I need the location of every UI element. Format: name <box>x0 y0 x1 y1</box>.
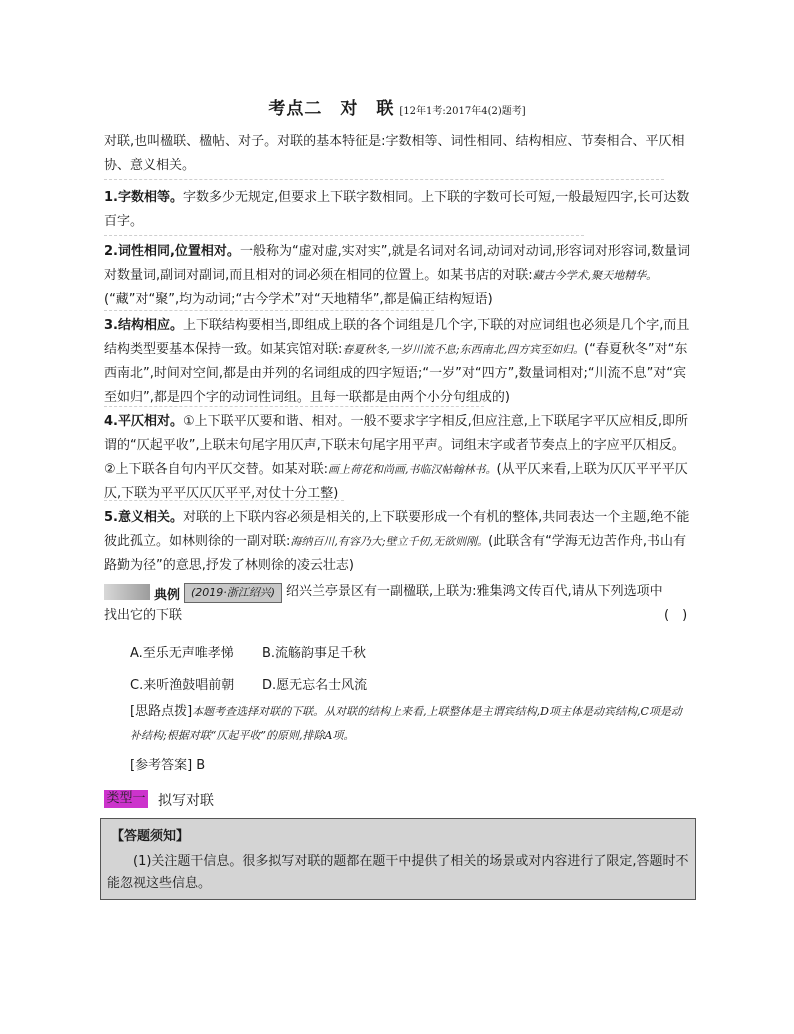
feature-5-tail: (此联含有“学海无边苦作舟,书山有路勤为径”的意思,抒发了林则徐的凌云壮志) <box>104 534 687 573</box>
type-title: 拟写对联 <box>158 793 214 809</box>
example-stem: 绍兴兰亭景区有一副楹联,上联为:雅集鸿文传百代,请从下列选项中找出它的下联 <box>104 584 663 623</box>
tips-heading: 【答题须知】 <box>111 829 190 844</box>
example-source-badge: (2019·浙江绍兴) <box>184 583 282 603</box>
section-title-main: 考点二 对 联 <box>268 99 395 119</box>
feature-4-tail: (从平仄来看,上联为仄仄平平平仄仄,下联为平平仄仄仄平平,对仗十分工整) <box>104 462 688 501</box>
option-a: A.至乐无声唯孝悌 <box>130 646 234 661</box>
feature-2-head: 2.词性相同,位置相对。 <box>104 244 240 259</box>
hint-paragraph <box>130 700 692 748</box>
section-title <box>0 94 794 119</box>
dashed-divider <box>104 406 484 407</box>
feature-4-text: ①上下联平仄要和谐、相对。一般不要求字字相反,但应注意,上下联尾字平仄应相反,即所谓的“仄起平收”,上联末句尾字用仄声,下联末句尾字用平声。词组末字或者节奏点上的字应平仄相反。②上下联各自句内平仄交替。如某对联: <box>104 414 689 477</box>
dashed-divider <box>104 310 434 311</box>
feature-5-example: 海纳百川,有容乃大;壁立千仞,无欲则刚。 <box>290 535 489 548</box>
example-label: 典例 <box>154 588 181 603</box>
feature-2-tail: (“藏”对“聚”,均为动词;“古今学术”对“天地精华”,都是偏正结构短语) <box>104 292 493 307</box>
answer-label: [参考答案] <box>130 758 193 773</box>
type-tag: 类型一 <box>104 790 148 808</box>
tips-text: (1)关注题干信息。很多拟写对联的题都在题干中提供了相关的场景或对内容进行了限定,答题时不能忽视这些信息。 <box>107 854 689 891</box>
feature-5 <box>104 506 692 578</box>
answer-paragraph <box>130 754 718 778</box>
feature-3-head: 3.结构相应。 <box>104 318 183 333</box>
feature-4-head: 4.平仄相对。 <box>104 414 183 429</box>
tips-box <box>100 818 696 900</box>
answer-parentheses: ( ) <box>664 608 688 623</box>
feature-3-text: 上下联结构要相当,即组成上联的各个词组是几个字,下联的对应词组也必须是几个字,而且结构类型要基本保持一致。如某宾馆对联: <box>104 318 690 357</box>
feature-1-head: 1.字数相等。 <box>104 190 183 205</box>
feature-1-text: 字数多少无规定,但要求上下联字数相同。上下联的字数可长可短,一般最短四字,长可达数百字。 <box>104 190 690 229</box>
option-b: B.流觞韵事足千秋 <box>262 646 367 661</box>
feature-4-example: 画上荷花和尚画,书临汉帖翰林书。 <box>328 463 497 476</box>
feature-3-tail: (“春夏秋冬”对“东西南北”,时间对空间,都是由并列的名词组成的四字短语;“一岁”对“四方”,数量词相对;“川流不息”对“宾至如归”,都是四个字的动词性词组。且每一联都是由两个小分句组成的) <box>104 342 688 405</box>
intro-paragraph: 对联,也叫楹联、楹帖、对子。对联的基本特征是:字数相等、词性相同、结构相应、节奏相合、平仄相协、意义相关。 <box>104 134 685 173</box>
option-d: D.愿无忘名士风流 <box>262 678 368 693</box>
feature-4 <box>104 410 692 506</box>
option-c: C.来听渔鼓唱前朝 <box>130 678 235 693</box>
feature-2-example: 藏古今学术,聚天地精华。 <box>532 269 658 282</box>
feature-5-text: 对联的上下联内容必须是相关的,上下联要形成一个有机的整体,共同表达一个主题,绝不能彼此孤立。如林则徐的一副对联: <box>104 510 690 549</box>
feature-2 <box>104 240 692 312</box>
feature-5-head: 5.意义相关。 <box>104 510 183 525</box>
answer-value: B <box>196 758 206 773</box>
hint-text: 本题考查选择对联的下联。从对联的结构上来看,上联整体是主谓宾结构,D项主体是动宾结构,C项是动补结构;根据对联“仄起平收”的原则,排除A项。 <box>130 705 682 742</box>
feature-3 <box>104 314 692 410</box>
hint-label: [思路点拨] <box>130 704 193 719</box>
dashed-divider <box>104 235 584 236</box>
feature-3-example: 春夏秋冬,一岁川流不息;东西南北,四方宾至如归。 <box>342 343 585 356</box>
feature-1 <box>104 186 692 234</box>
dashed-divider <box>104 500 344 501</box>
feature-2-text: 一般称为“虚对虚,实对实”,就是名词对名词,动词对动词,形容词对形容词,数量词对数量词,副词对副词,而且相对的词必须在相同的位置上。如某书店的对联: <box>104 244 691 283</box>
dashed-divider <box>104 179 664 180</box>
section-title-note: [12年1考:2017年4(2)题考] <box>399 106 526 117</box>
